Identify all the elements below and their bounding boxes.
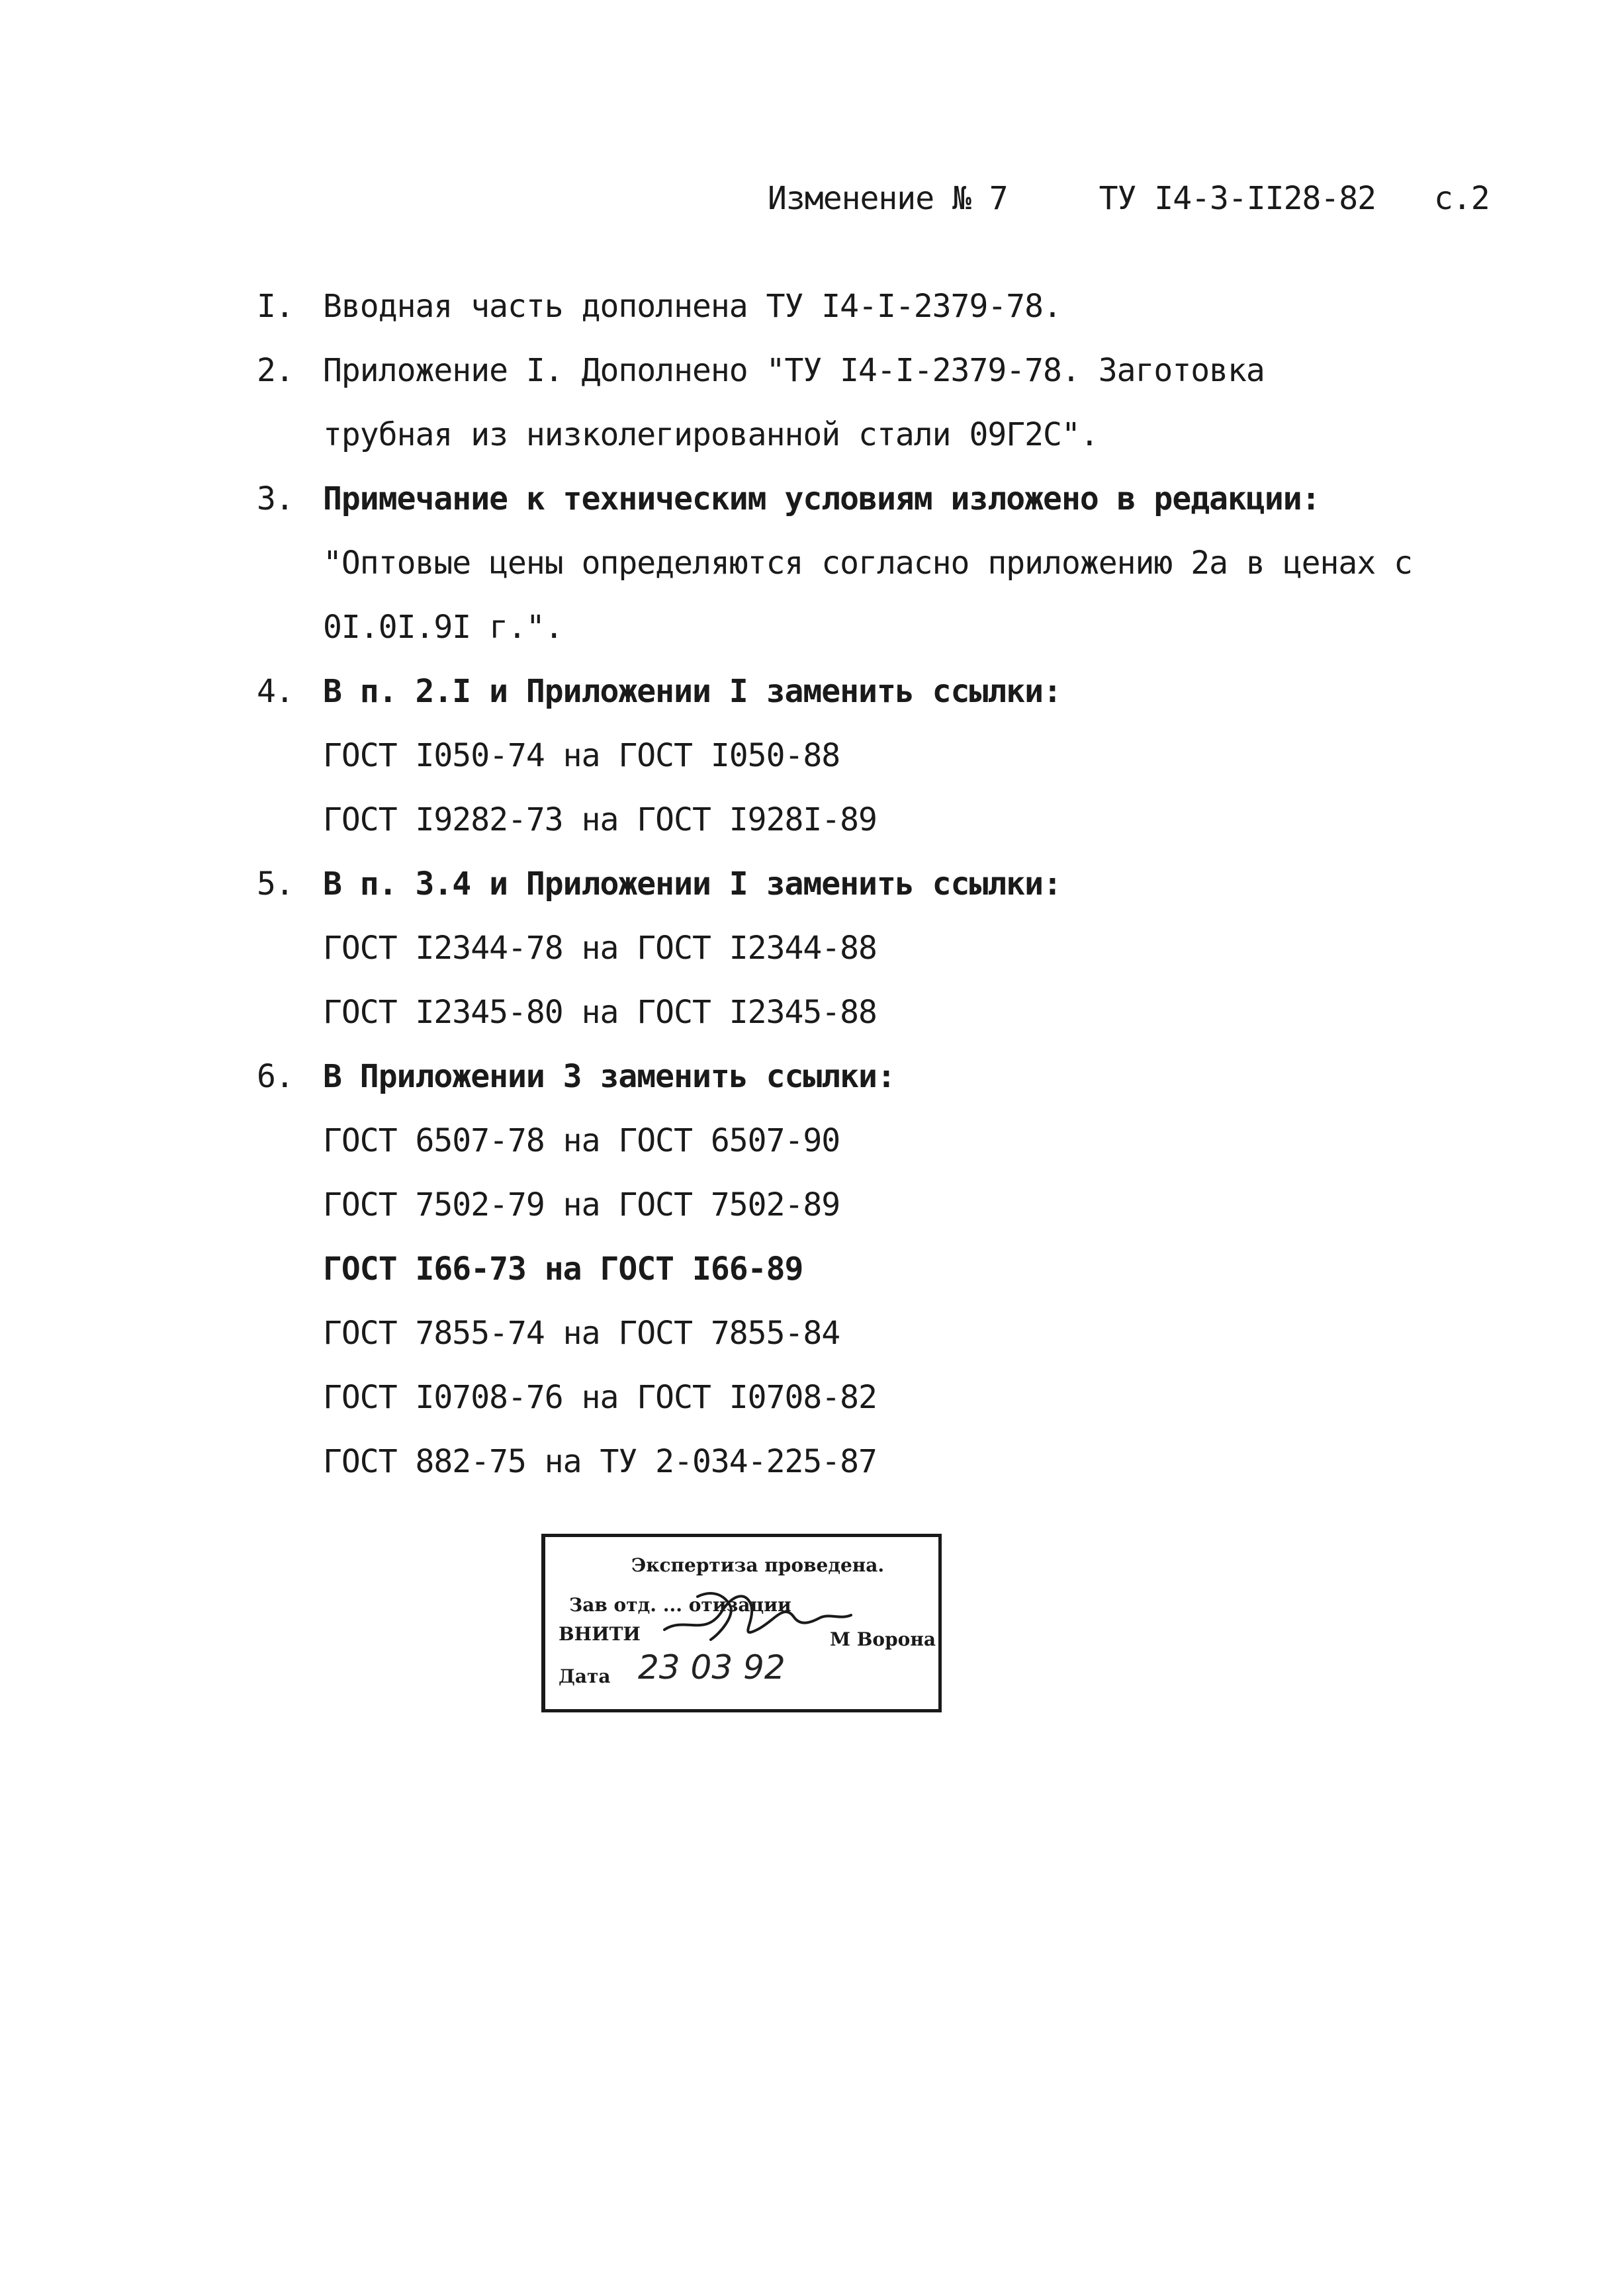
item-number: 2.: [257, 352, 294, 389]
amendment-item-6: [257, 1045, 1514, 1494]
stamp-department: Зав отд. ... отизации: [569, 1594, 791, 1616]
change-number: Изменение № 7: [768, 180, 1008, 217]
page-number: с.2: [1433, 180, 1490, 217]
amendment-list: [257, 275, 1514, 1494]
item-number: 4.: [257, 673, 294, 710]
item-text: ГОСТ 7855-74 на ГОСТ 7855-84: [323, 1315, 840, 1352]
item-text: ГОСТ I050-74 на ГОСТ I050-88: [323, 737, 840, 774]
stamp-signer-name: М Ворона: [830, 1628, 936, 1650]
item-text: Примечание к техническим условиям изложено в редакции:: [323, 480, 1320, 517]
item-text: ГОСТ I0708-76 на ГОСТ I0708-82: [323, 1379, 877, 1416]
item-number: 3.: [257, 480, 294, 517]
item-text: ГОСТ I66-73 на ГОСТ I66-89: [323, 1251, 803, 1288]
expertise-stamp: [541, 1534, 942, 1712]
item-number: 5.: [257, 865, 294, 903]
item-number: 6.: [257, 1058, 294, 1095]
amendment-item-1: [257, 275, 1514, 339]
amendment-item-3: [257, 467, 1514, 660]
item-number: I.: [257, 288, 294, 325]
item-text: ГОСТ 6507-78 на ГОСТ 6507-90: [323, 1122, 840, 1159]
amendment-item-5: [257, 852, 1514, 1045]
item-text: ГОСТ I2344-78 на ГОСТ I2344-88: [323, 930, 877, 967]
stamp-organization: ВНИТИ: [559, 1623, 641, 1645]
item-text: В п. 2.I и Приложении I заменить ссылки:: [323, 673, 1061, 710]
item-text: 0I.0I.9I г.".: [323, 609, 563, 646]
amendment-item-4: [257, 660, 1514, 852]
item-text: ГОСТ 882-75 на ТУ 2-034-225-87: [323, 1443, 877, 1480]
item-text: ГОСТ I2345-80 на ГОСТ I2345-88: [323, 994, 877, 1031]
item-text: Приложение I. Дополнено "ТУ I4-I-2379-78. Заготовка: [323, 352, 1265, 389]
signature-icon: [658, 1577, 856, 1650]
stamp-date-value: 23 03 92: [638, 1648, 786, 1687]
item-text: В п. 3.4 и Приложении I заменить ссылки:: [323, 865, 1061, 903]
page-header: [768, 180, 1509, 217]
item-text: Вводная часть дополнена ТУ I4-I-2379-78.: [323, 288, 1061, 325]
stamp-title: Экспертиза проведена.: [631, 1554, 885, 1576]
item-text: ГОСТ 7502-79 на ГОСТ 7502-89: [323, 1186, 840, 1223]
item-text: трубная из низколегированной стали 09Г2С".: [323, 416, 1099, 453]
amendment-item-2: [257, 339, 1514, 467]
spec-number: ТУ I4-3-II28-82: [1099, 180, 1376, 217]
item-text: ГОСТ I9282-73 на ГОСТ I928I-89: [323, 801, 877, 838]
item-text: "Оптовые цены определяются согласно приложению 2а в ценах с: [323, 545, 1413, 582]
stamp-date-label: Дата: [559, 1665, 611, 1687]
item-text: В Приложении 3 заменить ссылки:: [323, 1058, 895, 1095]
